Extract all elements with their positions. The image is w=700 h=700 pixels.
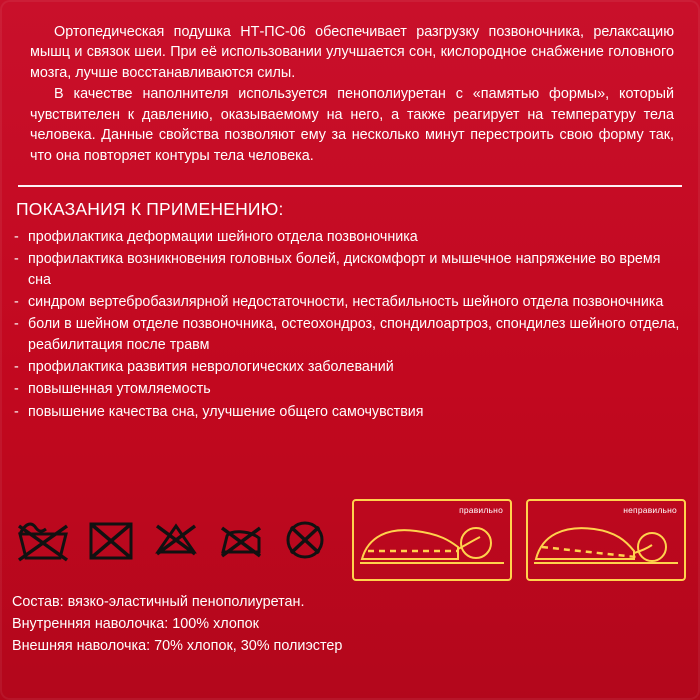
no-bleach-icon xyxy=(87,518,135,562)
intro-text xyxy=(0,0,700,171)
list-item-text: синдром вертебробазилярной недостаточности, нестабильность шейного отдела позвоночника xyxy=(28,294,664,311)
list-item xyxy=(14,357,682,377)
figure-caption: правильно xyxy=(459,505,503,515)
list-item-text: повышение качества сна, улучшение общего самочувствия xyxy=(28,403,424,420)
posture-figures xyxy=(352,499,700,581)
incorrect-posture-figure xyxy=(526,499,686,581)
list-item xyxy=(14,227,682,247)
list-item xyxy=(14,379,682,399)
dash-marker: - xyxy=(14,251,19,268)
list-item xyxy=(14,249,682,290)
dash-marker: - xyxy=(14,316,19,333)
composition-line: Внутренняя наволочка: 100% хлопок xyxy=(12,615,259,632)
list-item-text: боли в шейном отделе позвоночника, остеохондроз, спондилоартроз, спондилез шейного отдела, реабилитация после травм xyxy=(28,316,680,353)
list-item-text: профилактика развития неврологических заболеваний xyxy=(28,358,394,375)
dash-marker: - xyxy=(14,229,19,246)
no-tumble-dry-icon xyxy=(152,518,200,562)
list-item xyxy=(14,314,682,355)
dash-marker: - xyxy=(14,381,19,398)
dash-marker: - xyxy=(14,358,19,375)
correct-posture-figure xyxy=(352,499,512,581)
composition-line: Внешняя наволочка: 70% хлопок, 30% полиэстер xyxy=(12,637,343,654)
intro-paragraph-1: Ортопедическая подушка НТ-ПС-06 обеспечивает разгрузку позвоночника, релаксацию мышц и связок шеи. При её использовании улучшается сон, кислородное снабжение головного мозга, лучше восстанавливаются силы. xyxy=(30,24,674,81)
dash-marker: - xyxy=(14,403,19,420)
dash-marker: - xyxy=(14,294,19,311)
list-item-text: профилактика деформации шейного отдела позвоночника xyxy=(28,229,418,246)
list-item-text: повышенная утомляемость xyxy=(28,381,211,398)
no-iron-icon xyxy=(217,518,265,562)
composition-section xyxy=(0,592,700,658)
intro-paragraph-2: В качестве наполнителя используется пенополиуретан с «памятью формы», который чувствителен к давлению, оказываемому на него, а также реагирует на температуру тела человека. Данные свойства позволяют ему за несколько минут перестроить свою форму так, что она повторяет контуры тела человека. xyxy=(30,86,674,164)
figure-caption: неправильно xyxy=(623,505,677,515)
no-dry-clean-icon xyxy=(282,518,328,562)
indications-list xyxy=(14,227,682,422)
composition-line: Состав: вязко-эластичный пенополиуретан. xyxy=(12,594,305,610)
list-item-text: профилактика возникновения головных болей, дискомфорт и мышечное напряжение во время сна xyxy=(28,251,661,288)
list-item xyxy=(14,402,682,422)
no-wash-icon xyxy=(16,518,70,562)
section-divider xyxy=(18,185,682,187)
care-instructions-row xyxy=(0,495,700,585)
indications-section xyxy=(0,187,700,422)
list-item xyxy=(14,292,682,312)
indications-title: ПОКАЗАНИЯ К ПРИМЕНЕНИЮ: xyxy=(16,199,284,220)
care-symbols xyxy=(0,518,328,562)
